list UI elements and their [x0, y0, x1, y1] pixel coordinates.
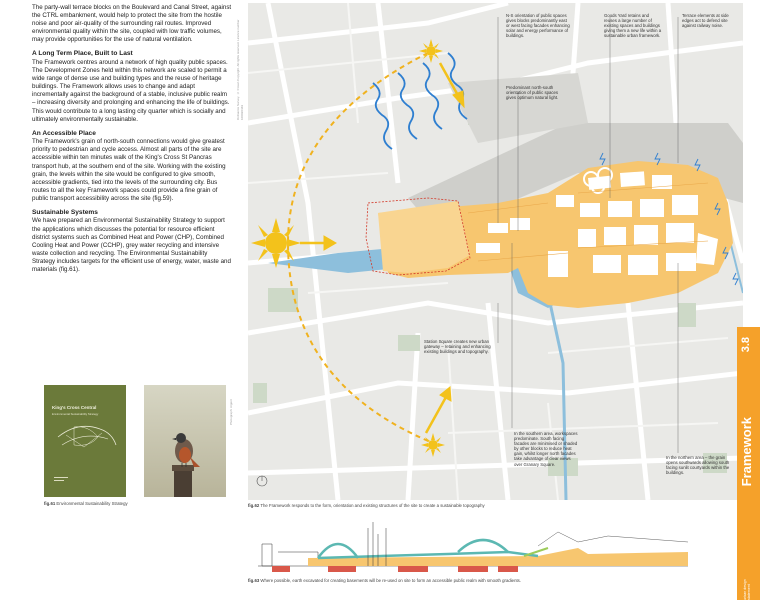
callout-ns-orientation: N-S orientation of public spaces gives blocks predominantly east or west facing facades enhancing solar and energy performance of buildings. [506, 13, 570, 39]
sun-icon-south [421, 433, 445, 457]
redstart-bird-image [144, 385, 226, 497]
photo-credit: Photograph: Argent [229, 399, 233, 425]
section-diagram [248, 518, 688, 578]
callout-southern-area: In the southern area, workspaces predominate. South facing facades are minimised or shaded by other blocks to reduce heat gain, whilst longer north facades take advantage of clear views over Granary Square. [514, 431, 578, 467]
book-subtitle: Environmental Sustainability Strategy [52, 412, 99, 416]
section-heading: An Accessible Place [32, 129, 96, 137]
section-heading: A Long Term Place, Built to Last [32, 50, 133, 58]
north-arrow-icon [257, 476, 267, 486]
framework-map [248, 3, 743, 500]
strategy-book-cover [44, 385, 126, 497]
callout-goods-yard: Goods Yard retains and reuses a large number of existing spaces and buildings giving them a new life within a sustainable urban framework. [604, 13, 662, 39]
section-sustainable [32, 209, 232, 274]
chapter-number: 3.8 [740, 337, 752, 353]
map-credit: Ordnance Survey. © Crown Copyright. All rights reserved. Licence number 100020449 [236, 19, 244, 120]
book-illustration [44, 385, 126, 497]
main-text-column [32, 4, 232, 280]
fig63-caption: fig.63 Where possible, earth excavated for creating basements will be re-used on site to form an accessible public realm with smooth gradients. [248, 578, 521, 583]
section-heading: Sustainable Systems [32, 208, 98, 216]
section-accessible [32, 130, 232, 203]
fig61-caption: fig.61 Environmental Sustainability Strategy [44, 501, 128, 506]
section-body: The Framework's grain of north-south connections would give greatest priority to pedestrian and cycle access. Almost all parts of the site are accessible within ten minutes walk of the King's Cross St Pancras transport hub, at the southern end of the site. Working with the existing grain, the levels within the site would be configured to give smooth, accessible gradients, tied into the levels of the surrounding city. Bus routes to all the key Framework spaces could provide a fine grain of public transport accessibility across the site (fig.59). [32, 138, 226, 202]
fig62-caption: fig.62 The Framework responds to the form, orientation and existing structures of the site to create a sustainable topography [248, 503, 485, 508]
intro-paragraph: The party-wall terrace blocks on the Boulevard and Canal Street, against the CTRL embankment, would help to protect the site from the hostile noise and poor air-quality of the surrounding rail routes. Improved environmental quality within the site, coupled with low traffic volumes, may provide opportunities for the use of natural ventilation. [32, 4, 232, 44]
section-body: We have prepared an Environmental Sustainability Strategy to support the applications which discusses the potential for resource efficient district systems such as Combined Heat and Power (CHP), Combined Cooling Heat and Power (CCHP), grey water recycling and intensive waste collection and recycling. The Environmental Sustainability Strategy includes targets for the efficient use of energy, water, waste and materials (fig.61). [32, 217, 231, 274]
chapter-side-text: urban design statement [743, 579, 752, 600]
book-title: King's Cross Central [52, 405, 97, 410]
bird-photo [144, 385, 226, 497]
chapter-title: Framework [739, 417, 754, 487]
earthworks-section-drawing [248, 518, 688, 578]
chapter-band [737, 327, 760, 600]
sun-icon-west [251, 218, 301, 268]
callout-predominant-ns: Predominant north-south orientation of public spaces gives optimum natural light. [506, 85, 559, 101]
site-map-drawing [248, 3, 743, 500]
section-long-term [32, 50, 232, 123]
callout-terrace-elements: Terrace elements at side edges act to defend site against railway noise. [682, 13, 729, 29]
callout-station-square: Station Square creates new urban gateway – retaining and enhancing existing buildings and topography. [424, 339, 491, 355]
callout-northern-area: In the northern area – the grain opens southwards allowing south facing sunlit courtyards within the buildings. [666, 455, 730, 476]
section-body: The Framework centres around a network of high quality public spaces. The Development Zones held within this network are scaled to permit a wide range of dense use and building types and the reuse of heritage buildings. The Framework allows uses to change and adapt incrementally against the background of a stable, inclusive public realm – increasing diversity and prolonging and enhancing the life of buildings. This would contribute to a long lasting city quarter which is socially and ultimately environmentally sustainable. [32, 58, 230, 123]
sun-icon-north [419, 39, 443, 63]
